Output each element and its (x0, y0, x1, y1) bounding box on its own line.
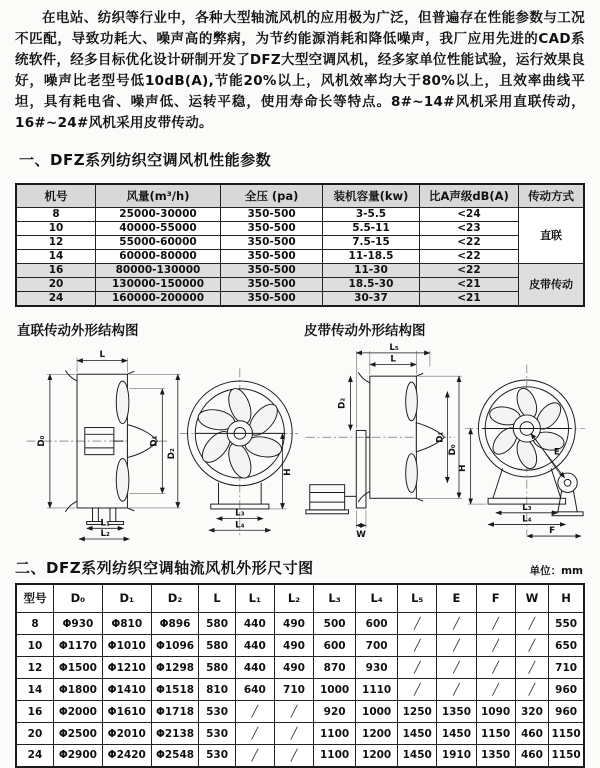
dim-cell-r5c5: ╱ (235, 723, 274, 745)
dim-cell-r4c0: 16 (16, 701, 53, 723)
perf-cell-r2c1: 55000-60000 (96, 235, 221, 249)
dim-cell-r5c4: 530 (199, 723, 235, 745)
dim-label-H: H (283, 467, 294, 476)
dim-row-16 (16, 701, 584, 723)
dim-cell-r6c13: 1150 (549, 745, 584, 767)
dim-cell-r4c3: Φ1718 (151, 701, 199, 723)
pulley-stand (558, 490, 577, 511)
dim-cell-r5c9: 1450 (398, 723, 437, 745)
direct-drive-title: 直联传动外形结构图 (17, 322, 139, 339)
perf-cell-r3c0: 14 (16, 249, 96, 263)
dim-cell-r0c3: Φ896 (151, 613, 199, 635)
perf-cell-r6c1: 160000-200000 (96, 291, 221, 306)
perf-cell-r5c0: 20 (16, 277, 96, 291)
perf-cell-r4c2: 350-500 (220, 263, 322, 277)
dimensions-table-header-row (16, 584, 584, 613)
dim-cell-r4c8: 1000 (356, 701, 398, 723)
dim-cell-r6c5: ╱ (235, 745, 274, 767)
perf-row-14 (16, 249, 584, 263)
dim-label-F: F (549, 525, 556, 536)
dim-row-24 (16, 745, 584, 767)
dim-cell-r5c2: Φ2010 (102, 723, 151, 745)
dim-cell-r6c7: 1100 (314, 745, 356, 767)
dim-cell-r5c11: 1150 (476, 723, 515, 745)
dim-cell-r3c6: 710 (274, 679, 313, 701)
perf-row-20 (16, 277, 584, 291)
inlet-flare-bottom (358, 491, 370, 502)
dim-cell-r0c13: 550 (549, 613, 584, 635)
dim-cell-r3c11: ╱ (476, 679, 515, 701)
dim-cell-r2c2: Φ1210 (102, 657, 151, 679)
perf-row-12 (16, 235, 584, 249)
section2-title: 二、DFZ系列纺织空调轴流风机外形尺寸图 (15, 558, 314, 577)
blade-side-top (116, 381, 129, 424)
perf-row-16 (16, 263, 584, 277)
dim-cell-r0c0: 8 (16, 613, 53, 635)
performance-table (15, 183, 585, 307)
blade-side-bottom (116, 458, 129, 501)
dim-cell-r1c10: ╱ (437, 635, 476, 657)
dim-cell-r2c7: 870 (314, 657, 356, 679)
dim-label-D0: D₀ (37, 435, 48, 447)
dim-cell-r6c6: ╱ (274, 745, 313, 767)
dim-label-D2: D₂ (166, 447, 177, 459)
section1-title: 一、DFZ系列纺织空调风机性能参数 (19, 151, 272, 169)
dim-cell-r2c8: 930 (356, 657, 398, 679)
perf-header-4: 比A声级dB(A) (419, 184, 518, 207)
direct-drive-diagram (15, 341, 298, 547)
dim-cell-r4c6: ╱ (274, 701, 313, 723)
dim-label-L4: L₄ (235, 519, 245, 530)
dim-cell-r5c13: 1150 (549, 723, 584, 745)
dim-cell-r1c1: Φ1170 (53, 635, 102, 657)
dim-cell-r0c9: ╱ (398, 613, 437, 635)
dim-header-12: W (515, 584, 549, 613)
dim-cell-r0c4: 580 (199, 613, 235, 635)
perf-cell-r3c1: 60000-80000 (96, 249, 221, 263)
belt-drive-diagram (302, 341, 585, 547)
dim-cell-r1c8: 700 (356, 635, 398, 657)
perf-cell-r5c4: <21 (419, 277, 518, 291)
dim-cell-r6c10: 1910 (437, 745, 476, 767)
perf-row-24 (16, 291, 584, 306)
dim-cell-r3c13: 960 (549, 679, 584, 701)
dim-label-W: W (356, 529, 366, 540)
dim-cell-r3c5: 640 (235, 679, 274, 701)
dim-cell-r3c1: Φ1800 (53, 679, 102, 701)
perf-cell-r6c4: <21 (419, 291, 518, 306)
dim-cell-r2c3: Φ1298 (151, 657, 199, 679)
belt-drive-title: 皮带传动外形结构图 (304, 322, 426, 339)
dim-header-10: E (437, 584, 476, 613)
perf-cell-r4c1: 80000-130000 (96, 263, 221, 277)
dim-cell-r4c1: Φ2000 (53, 701, 102, 723)
perf-cell-r4c4: <22 (419, 263, 518, 277)
dim-cell-r1c11: ╱ (476, 635, 515, 657)
dim-cell-r4c12: 320 (515, 701, 549, 723)
dim-cell-r5c0: 20 (16, 723, 53, 745)
dim-cell-r3c10: ╱ (437, 679, 476, 701)
dim-cell-r3c8: 1110 (356, 679, 398, 701)
dim-row-20 (16, 723, 584, 745)
dim-cell-r4c4: 530 (199, 701, 235, 723)
dim-cell-r5c8: 1200 (356, 723, 398, 745)
perf-cell-r1c1: 40000-55000 (96, 221, 221, 235)
dim-cell-r3c7: 1000 (314, 679, 356, 701)
dim-cell-r1c0: 10 (16, 635, 53, 657)
perf-cell-r5c2: 350-500 (220, 277, 322, 291)
dim-cell-r2c9: ╱ (398, 657, 437, 679)
dim-cell-r2c0: 12 (16, 657, 53, 679)
perf-cell-r3c2: 350-500 (220, 249, 322, 263)
motor-base (306, 509, 349, 513)
dim-cell-r6c9: 1450 (398, 745, 437, 767)
dim-row-10 (16, 635, 584, 657)
dim-header-9: L₅ (398, 584, 437, 613)
inlet-flare-top (358, 372, 370, 383)
dim-cell-r1c2: Φ1010 (102, 635, 151, 657)
dim-label-D1: D₁ (149, 435, 160, 447)
dim-row-8 (16, 613, 584, 635)
dim-cell-r6c12: 460 (515, 745, 549, 767)
dim-cell-r4c13: 960 (549, 701, 584, 723)
dim-label-L: L (99, 349, 106, 360)
perf-drive-group-0: 直联 (519, 207, 584, 263)
diagram-section (15, 319, 585, 547)
dim-cell-r0c11: ╱ (476, 613, 515, 635)
blade-side-top (406, 381, 418, 420)
perf-row-8 (16, 207, 584, 221)
dim-label-H: H (457, 464, 468, 472)
dim-cell-r0c10: ╱ (437, 613, 476, 635)
dim-cell-r4c7: 920 (314, 701, 356, 723)
dim-cell-r0c5: 440 (235, 613, 274, 635)
dim-header-4: L (199, 584, 235, 613)
perf-cell-r0c2: 350-500 (220, 207, 322, 221)
dim-cell-r1c7: 600 (314, 635, 356, 657)
dim-header-7: L₃ (314, 584, 356, 613)
dim-cell-r4c9: 1250 (398, 701, 437, 723)
perf-drive-group-1: 皮带传动 (519, 263, 584, 306)
dim-cell-r1c12: ╱ (515, 635, 549, 657)
dim-cell-r5c1: Φ2500 (53, 723, 102, 745)
dim-cell-r3c2: Φ1410 (102, 679, 151, 701)
dim-row-14 (16, 679, 584, 701)
dim-cell-r4c11: 1090 (476, 701, 515, 723)
dim-cell-r1c5: 440 (235, 635, 274, 657)
motor (310, 484, 345, 509)
dim-label-L3: L₃ (522, 502, 532, 513)
dim-cell-r6c0: 24 (16, 745, 53, 767)
dim-cell-r5c12: 460 (515, 723, 549, 745)
dim-cell-r3c4: 810 (199, 679, 235, 701)
inlet-flare-bottom (65, 501, 77, 512)
dim-cell-r4c10: 1350 (437, 701, 476, 723)
dim-label-D2: D₂ (337, 397, 348, 409)
dim-cell-r0c6: 490 (274, 613, 313, 635)
perf-cell-r3c4: <22 (419, 249, 518, 263)
dim-header-3: D₂ (151, 584, 199, 613)
dim-cell-r1c13: 650 (549, 635, 584, 657)
dimensions-table (15, 583, 585, 768)
perf-row-10 (16, 221, 584, 235)
dim-cell-r3c3: Φ1518 (151, 679, 199, 701)
dim-header-13: H (549, 584, 584, 613)
dim-cell-r0c8: 600 (356, 613, 398, 635)
perf-cell-r6c3: 30-37 (323, 291, 420, 306)
perf-cell-r4c0: 16 (16, 263, 96, 277)
dim-label-L3: L₃ (235, 508, 245, 519)
dim-header-1: D₀ (53, 584, 102, 613)
dim-header-6: L₂ (274, 584, 313, 613)
dim-header-2: D₁ (102, 584, 151, 613)
unit-label: 单位：mm (529, 564, 583, 577)
perf-cell-r1c3: 5.5-11 (323, 221, 420, 235)
perf-cell-r0c4: <24 (419, 207, 518, 221)
perf-header-2: 全压 (pa) (220, 184, 322, 207)
dim-cell-r6c8: 1200 (356, 745, 398, 767)
dim-label-L2: L₂ (100, 528, 110, 539)
perf-cell-r0c1: 25000-30000 (96, 207, 221, 221)
perf-cell-r2c4: <22 (419, 235, 518, 249)
dim-cell-r2c6: 490 (274, 657, 313, 679)
perf-cell-r1c4: <23 (419, 221, 518, 235)
intro-paragraph: 在电站、纺织等行业中，各种大型轴流风机的应用极为广泛，但普遍存在性能参数与工况不匹配，导致功耗大、噪声高的弊病，为节约能源消耗和降低噪声，我厂应用先进的CAD系统软件，经多目标优化设计研制开发了DFZ大型空调风机，经多家单位性能试验，运行效果良好，噪声比老型号低10dB(A),节能20%以上，风机效率均大于80%以上，且效率曲线平坦，具有耗电省、噪声低、运转平稳，使用寿命长等特点。8#~14#风机采用直联传动，16#~24#风机采用皮带传动。 (15, 10, 585, 131)
perf-cell-r2c0: 12 (16, 235, 96, 249)
dim-cell-r6c2: Φ2420 (102, 745, 151, 767)
perf-cell-r6c2: 350-500 (220, 291, 322, 306)
belt-guard (356, 430, 366, 508)
performance-table-header-row (16, 184, 584, 207)
dim-label-E: E (553, 447, 560, 458)
dim-header-11: F (476, 584, 515, 613)
dim-cell-r6c1: Φ2900 (53, 745, 102, 767)
dim-header-8: L₄ (356, 584, 398, 613)
direct-drive-block (15, 319, 298, 547)
perf-header-0: 机号 (16, 184, 96, 207)
perf-cell-r0c3: 3-5.5 (323, 207, 420, 221)
dim-cell-r2c5: 440 (235, 657, 274, 679)
dim-cell-r0c12: ╱ (515, 613, 549, 635)
dim-cell-r2c11: ╱ (476, 657, 515, 679)
dim-cell-r4c2: Φ1610 (102, 701, 151, 723)
dim-cell-r0c1: Φ930 (53, 613, 102, 635)
dim-cell-r5c10: 1450 (437, 723, 476, 745)
dim-cell-r6c4: 530 (199, 745, 235, 767)
dim-cell-r2c12: ╱ (515, 657, 549, 679)
perf-header-1: 风量(m³/h) (96, 184, 221, 207)
dim-cell-r5c7: 1100 (314, 723, 356, 745)
perf-cell-r1c0: 10 (16, 221, 96, 235)
dim-cell-r3c0: 14 (16, 679, 53, 701)
dim-cell-r2c10: ╱ (437, 657, 476, 679)
dim-cell-r0c2: Φ810 (102, 613, 151, 635)
dim-cell-r6c11: 1350 (476, 745, 515, 767)
perf-cell-r5c3: 18.5-30 (323, 277, 420, 291)
dim-cell-r2c13: 710 (549, 657, 584, 679)
dim-label-L1: L₁ (100, 517, 110, 528)
blade-side-bottom (406, 453, 418, 492)
perf-cell-r1c2: 350-500 (220, 221, 322, 235)
perf-header-5: 传动方式 (519, 184, 584, 207)
dim-header-5: L₁ (235, 584, 274, 613)
dim-label-D0: D₀ (448, 443, 459, 455)
dim-cell-r5c6: ╱ (274, 723, 313, 745)
perf-cell-r2c3: 7.5-15 (323, 235, 420, 249)
dim-cell-r2c1: Φ1500 (53, 657, 102, 679)
perf-header-3: 装机容量(kw) (323, 184, 420, 207)
dim-cell-r1c6: 490 (274, 635, 313, 657)
belt-drive-block (302, 319, 585, 547)
dim-row-12 (16, 657, 584, 679)
dim-label-D1: D₁ (435, 431, 446, 443)
perf-cell-r4c3: 11-30 (323, 263, 420, 277)
perf-cell-r5c1: 130000-150000 (96, 277, 221, 291)
dim-label-L: L (390, 354, 396, 365)
dim-cell-r2c4: 580 (199, 657, 235, 679)
dim-cell-r5c3: Φ2138 (151, 723, 199, 745)
dim-cell-r0c7: 500 (314, 613, 356, 635)
dim-cell-r6c3: Φ2548 (151, 745, 199, 767)
dim-cell-r1c4: 580 (199, 635, 235, 657)
dim-cell-r3c9: ╱ (398, 679, 437, 701)
dim-cell-r4c5: ╱ (235, 701, 274, 723)
perf-cell-r3c3: 11-18.5 (323, 249, 420, 263)
dim-label-L5: L₅ (389, 342, 399, 353)
dim-header-0: 型号 (16, 584, 53, 613)
inlet-flare-top (65, 370, 77, 381)
perf-cell-r2c2: 350-500 (220, 235, 322, 249)
perf-cell-r6c0: 24 (16, 291, 96, 306)
pulley (558, 473, 577, 492)
dim-cell-r3c12: ╱ (515, 679, 549, 701)
dim-label-L4: L₄ (522, 514, 532, 525)
dim-cell-r1c9: ╱ (398, 635, 437, 657)
dim-cell-r1c3: Φ1096 (151, 635, 199, 657)
perf-cell-r0c0: 8 (16, 207, 96, 221)
